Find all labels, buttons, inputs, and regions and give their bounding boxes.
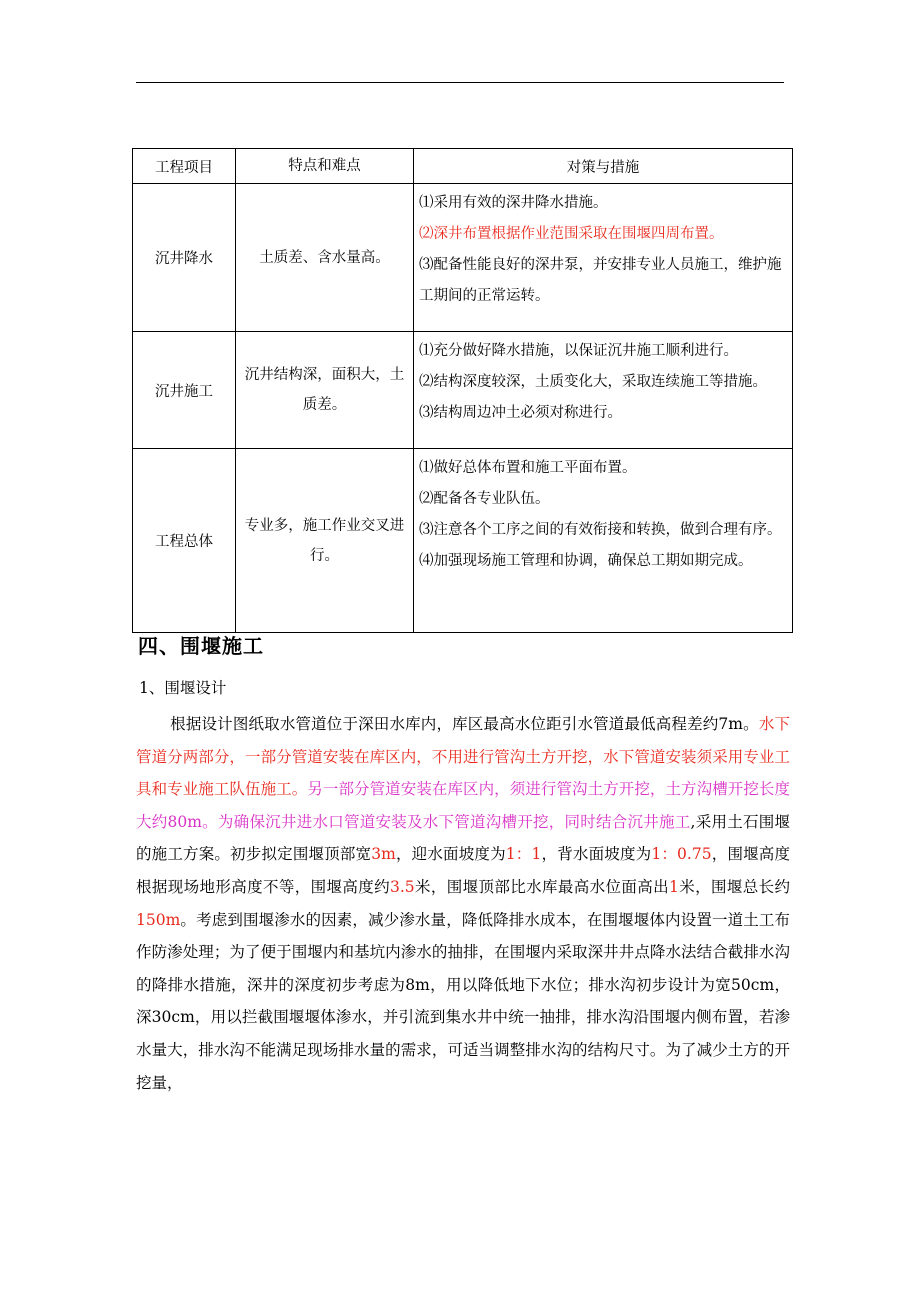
table-header-row: [133, 149, 793, 184]
header-cell-difficulty: 特点和难点: [236, 149, 414, 184]
header-cell-item: 工程项目: [133, 149, 236, 184]
measure-item: ⑵结构深度较深，土质变化大，采取连续施工等措施。: [419, 374, 767, 390]
paragraph-segment: ，迎水面坡度为: [395, 845, 506, 864]
measures-cell: [414, 332, 793, 449]
measures-cell: [414, 184, 793, 332]
measure-item: ⑴充分做好降水措施，以保证沉井施工顺利进行。: [419, 343, 738, 359]
item-cell: 沉井施工: [133, 332, 236, 449]
body-paragraph: [136, 708, 790, 1099]
measure-item: ⑵深井布置根据作业范围采取在围堰四周布置。: [419, 226, 724, 242]
paragraph-segment: ,采用土石围堰的施工方案。初步拟定围堰顶部宽: [136, 812, 790, 864]
sub-heading: 1、围堰设计: [139, 679, 227, 697]
table-row: [133, 184, 793, 332]
paragraph-segment: 水下管道分两部分，一部分管道安装在库区内，不用进行管沟土方开挖，水下管道安装须采用专业工具和专业施工队伍施工。: [136, 715, 790, 799]
paragraph-segment: 1: [668, 877, 679, 896]
paragraph-segment: 根据设计图纸取水管道位于深田水库内，库区最高水位距引水管道最低高程差约7m。: [170, 715, 759, 733]
measure-item: ⑶注意各个工序之间的有效衔接和转换，做到合理有序。: [419, 522, 782, 538]
item-cell: 工程总体: [133, 449, 236, 633]
measure-item: ⑶结构周边冲土必须对称进行。: [419, 405, 622, 421]
paragraph-segment: 米，围堰顶部比水库最高水位面高出: [414, 877, 669, 896]
measures-table: [132, 148, 793, 633]
paragraph-segment: 1：0.75: [651, 845, 712, 864]
paragraph-segment: 另一部分管道安装在库区内，须进行管沟土方开挖，土方沟槽开挖长度大约80m。为确保沉井进水口管道安装及水下管道沟槽开挖，同时结合沉井施工: [136, 780, 790, 831]
paragraph-segment: 。考虑到围堰渗水的因素，减少渗水量，降低降排水成本，在围堰堰体内设置一道土工布作防渗处理；为了便于围堰内和基坑内渗水的抽排，在围堰内采取深井井点降水法结合截排水沟的降排水措施，深井的深度初步考虑为8m，用以降低地下水位；排水沟初步设计为宽50cm，深30cm，用以拦截围堰堰体渗水，并引流到集水井中统一抽排，排水沟沿围堰内侧布置，若渗水量大，排水沟不能满足现场排水量的需求，可适当调整排水沟的结构尺寸。为了减少土方的开挖量，: [136, 910, 790, 1092]
table-row: [133, 449, 793, 633]
paragraph-segment: ，围堰高度根据现场地形高度不等，围堰高度约: [136, 845, 790, 896]
measure-item: ⑴采用有效的深井降水措施。: [419, 195, 608, 211]
paragraph-segment: 3.5: [389, 877, 415, 896]
measure-item: ⑵配备各专业队伍。: [419, 491, 550, 507]
difficulty-cell: 沉井结构深，面积大，土质差。: [236, 332, 414, 449]
paragraph-segment: ，背水面坡度为: [541, 845, 652, 864]
table-row: [133, 332, 793, 449]
item-cell: 沉井降水: [133, 184, 236, 332]
paragraph-segment: 3m: [371, 845, 396, 864]
header-rule: [136, 82, 784, 83]
header-cell-measures: 对策与措施: [414, 149, 793, 184]
measure-item: ⑶配备性能良好的深井泵，并安排专业人员施工，维护施工期间的正常运转。: [419, 257, 782, 304]
section-heading: 四、围堰施工: [138, 634, 264, 658]
paragraph-segment: 1：1: [505, 845, 542, 864]
paragraph-segment: 米，围堰总长约: [678, 877, 790, 896]
measures-cell: [414, 449, 793, 633]
paragraph-segment: 150m: [136, 910, 181, 929]
difficulty-cell: 土质差、含水量高。: [236, 184, 414, 332]
measure-item: ⑷加强现场施工管理和协调，确保总工期如期完成。: [419, 553, 753, 569]
measure-item: ⑴做好总体布置和施工平面布置。: [419, 460, 637, 476]
difficulty-cell: 专业多，施工作业交叉进行。: [236, 449, 414, 633]
